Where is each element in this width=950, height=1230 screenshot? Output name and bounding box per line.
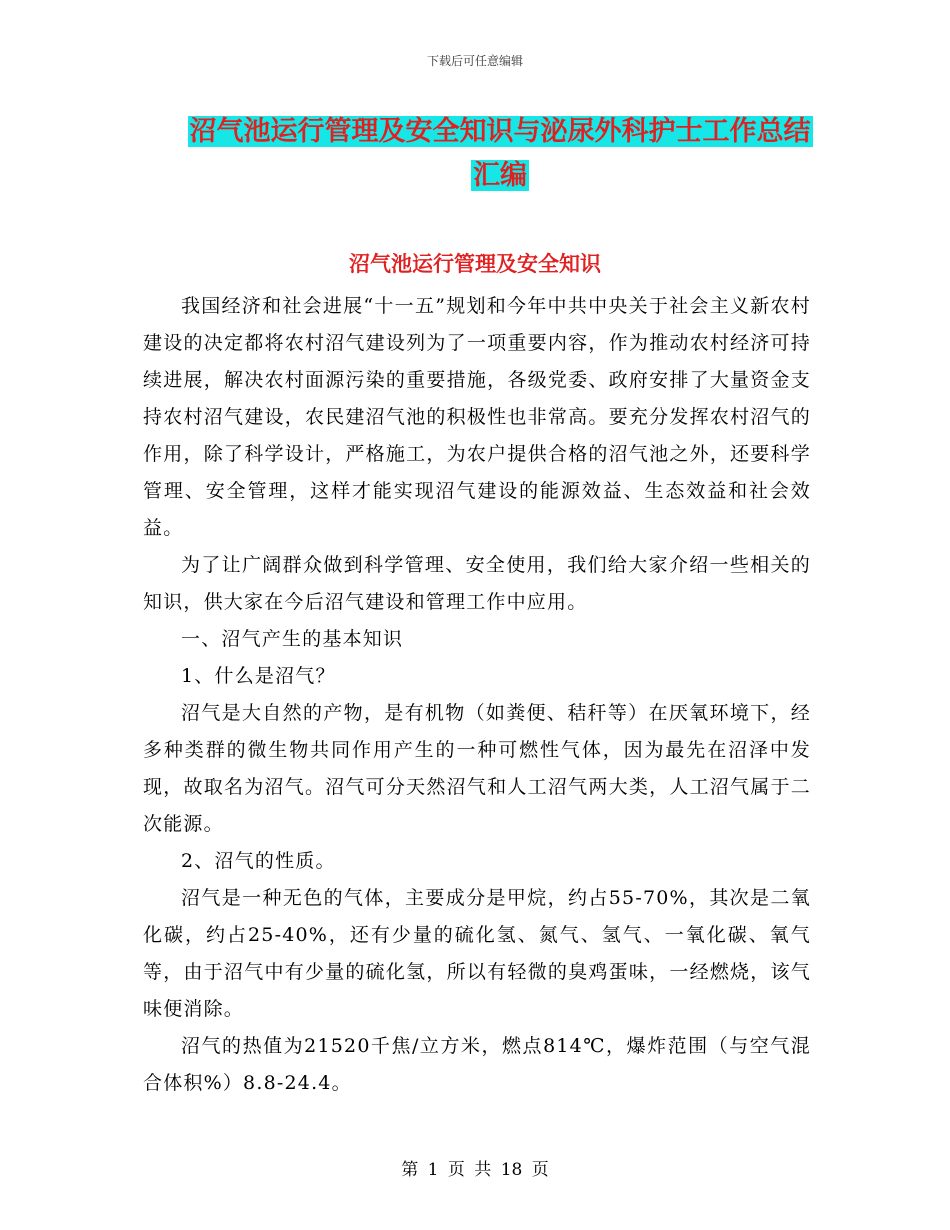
page-number: 第 1 页 共 18 页 [401, 1160, 549, 1180]
section-title: 沼气池运行管理及安全知识 [349, 251, 601, 276]
paragraph: 沼气是一种无色的气体，主要成分是甲烷，约占55-70%，其次是二氧化碳，约占25-40%，还有少量的硫化氢、氮气、氢气、一氧化碳、氧气等，由于沼气中有少量的硫化氢，所以有轻微的臭鸡蛋味，一经燃烧，该气味便消除。 [143, 887, 811, 1020]
paragraph: 沼气是大自然的产物，是有机物（如粪便、秸秆等）在厌氧环境下，经多种类群的微生物共同作用产生的一种可燃性气体，因为最先在沼泽中发现，故取名为沼气。沼气可分天然沼气和人工沼气两大类，人工沼气属于二次能源。 [143, 702, 811, 835]
paragraph: 2、沼气的性质。 [181, 850, 336, 872]
document-title [120, 110, 880, 198]
paragraph: 一、沼气产生的基本知识 [181, 628, 404, 650]
paragraph: 为了让广阔群众做到科学管理、安全使用，我们给大家介绍一些相关的知识，供大家在今后沼气建设和管理工作中应用。 [143, 554, 811, 613]
paragraph: 沼气的热值为21520千焦/立方米，燃点814℃，爆炸范围（与空气混合体积%）8.8-24.4。 [143, 1035, 811, 1094]
paragraph: 1、什么是沼气？ [181, 665, 336, 687]
page-header-note: 下载后可任意编辑 [426, 54, 523, 68]
document-title-line-1: 沼气池运行管理及安全知识与泌尿外科护士工作总结 [189, 116, 811, 147]
document-title-line-2: 汇编 [473, 160, 527, 191]
document-body [143, 288, 811, 1102]
paragraph: 我国经济和社会进展“十一五”规划和今年中共中央关于社会主义新农村建设的决定都将农村沼气建设列为了一项重要内容，作为推动农村经济可持续进展，解决农村面源污染的重要措施，各级党委、政府安排了大量资金支持农村沼气建设，农民建沼气池的积极性也非常高。要充分发挥农村沼气的作用，除了科学设计，严格施工，为农户提供合格的沼气池之外，还要科学管理、安全管理，这样才能实现沼气建设的能源效益、生态效益和社会效益。 [143, 295, 811, 539]
